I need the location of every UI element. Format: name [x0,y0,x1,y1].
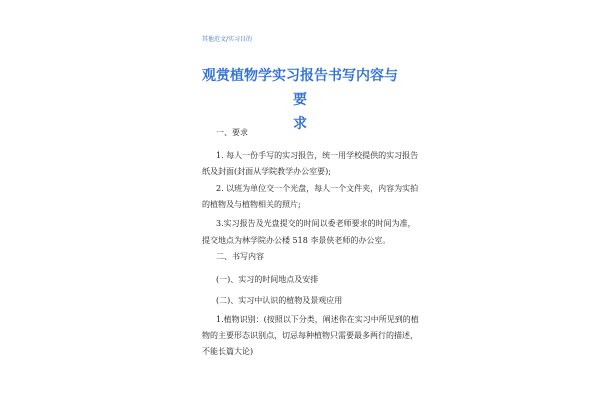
breadcrumb[interactable]: 其他范文/实习目的 [202,36,253,43]
title-line-2: 求 [293,116,307,132]
plant-identification-line-2: 物的主要形态识别点，切忌每种植物只需要最多两行的描述， [202,331,418,340]
requirement-3-line-1: 3.实习报告及光盘提交的时间以委老师要求的时间为准， [216,219,416,228]
plant-identification-line-3: 不能长篇大论) [202,347,254,356]
subsection-1: (一)、实习的时间地点及安排 [216,275,319,284]
requirement-1-line-2: 纸及封面(封面从学院教学办公室要); [202,167,331,176]
plant-identification-line-1: 1.植物识别：(按照以下分类，阐述你在实习中所见到的植 [216,315,419,324]
title-line-1: 观赏植物学实习报告书写内容与要 [202,68,398,108]
subsection-2: (二)、实习中认识的植物及景观应用 [216,296,343,305]
section-heading-requirements: 一、要求 [216,128,248,137]
requirement-3-line-2: 提交地点为林学院办公楼 518 李景侠老师的办公室。 [202,236,391,245]
requirement-2-line-1: 2. 以班为单位交一个光盘，每人一个文件夹，内容为实拍 [216,184,419,193]
requirement-1-line-1: 1. 每人一份手写的实习报告，统一用学校提供的实习报告 [216,151,419,160]
page-title [200,64,400,136]
section-heading-content: 二、书写内容 [216,252,264,261]
requirement-2-line-2: 的植物及与植物相关的照片; [202,200,301,209]
